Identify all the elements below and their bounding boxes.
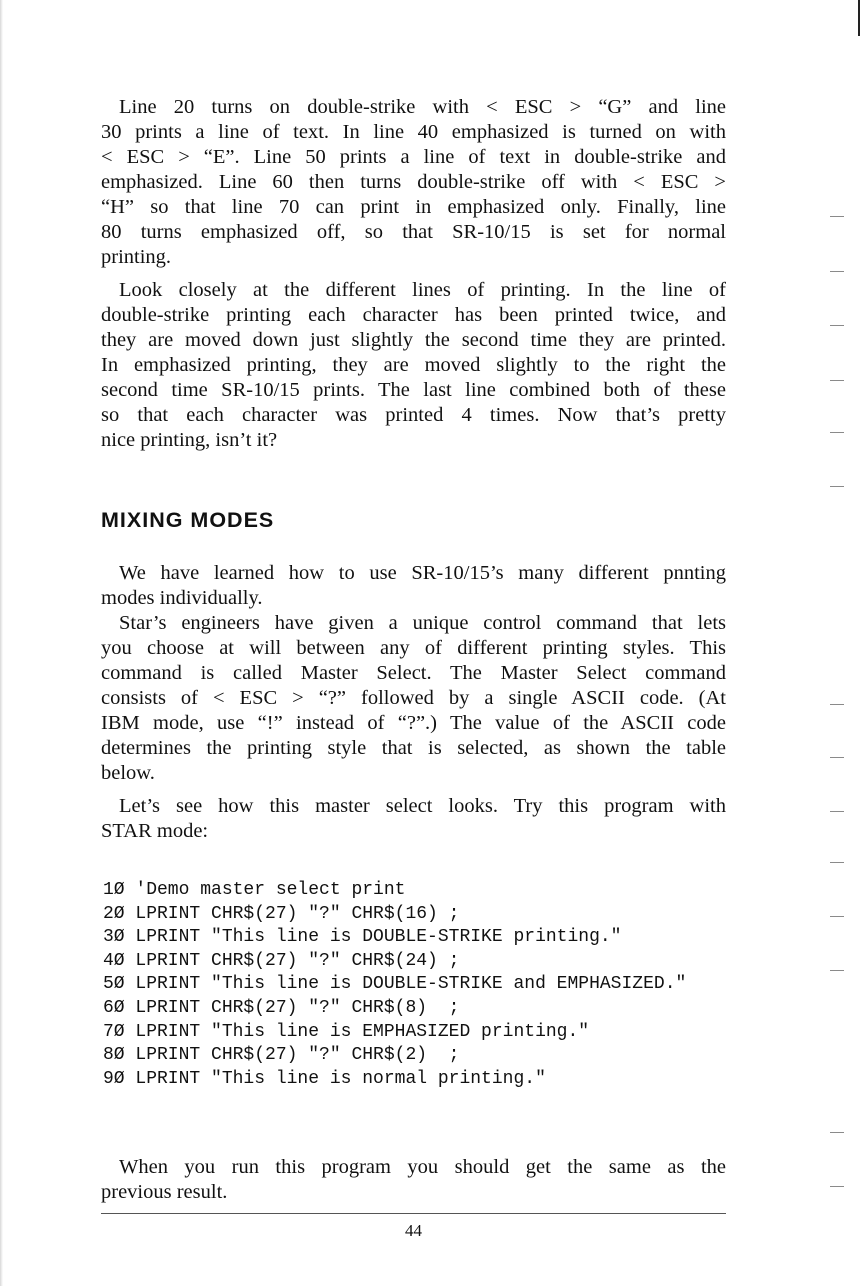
text-line: previous result. [101, 1181, 228, 1203]
section-heading: MIXING MODES [101, 508, 275, 532]
code-listing [103, 879, 686, 1091]
text-line: command is called Master Select. The Master Select command [101, 662, 726, 684]
page-number: 44 [405, 1221, 422, 1240]
text-line: determines the printing style that is selected, as shown the table [101, 737, 726, 759]
code-line: 9Ø LPRINT "This line is normal printing." [103, 1068, 546, 1089]
code-line: 7Ø LPRINT "This line is EMPHASIZED printing." [103, 1021, 590, 1042]
margin-mark [830, 325, 844, 326]
margin-mark [830, 1132, 844, 1133]
margin-mark [830, 271, 844, 272]
paragraph-try-program [101, 794, 726, 844]
text-line: Line 20 turns on double-strike with < ESC > “G” and line [119, 96, 726, 118]
paragraph-double-strike-explanation [101, 95, 726, 270]
paragraph-master-select [101, 611, 726, 786]
margin-mark [830, 811, 844, 812]
text-line: second time SR-10/15 prints. The last line combined both of these [101, 379, 726, 401]
text-line: IBM mode, use “!” instead of “?”.) The value of the ASCII code [101, 712, 726, 734]
margin-mark [830, 862, 844, 863]
text-line: Star’s engineers have given a unique control command that lets [119, 612, 726, 634]
margin-mark [830, 970, 844, 971]
code-line: 8Ø LPRINT CHR$(27) "?" CHR$(2) ; [103, 1045, 460, 1066]
text-line: they are moved down just slightly the second time they are printed. [101, 329, 726, 351]
text-line: We have learned how to use SR-10/15’s many different pnnting [119, 562, 726, 584]
footer-rule [101, 1213, 726, 1214]
text-line: Look closely at the different lines of printing. In the line of [119, 279, 726, 301]
text-line: Let’s see how this master select looks. Try this program with [119, 795, 726, 817]
code-line: 6Ø LPRINT CHR$(27) "?" CHR$(8) ; [103, 997, 460, 1018]
paragraph-run-program [101, 1155, 726, 1205]
text-line: “H” so that line 70 can print in emphasized only. Finally, line [101, 196, 726, 218]
text-line: modes individually. [101, 587, 263, 609]
text-line: In emphasized printing, they are moved slightly to the right the [101, 354, 726, 376]
text-line: printing. [101, 246, 172, 268]
margin-mark [830, 704, 844, 705]
text-line: double-strike printing each character has been printed twice, and [101, 304, 726, 326]
code-line: 4Ø LPRINT CHR$(27) "?" CHR$(24) ; [103, 950, 460, 971]
page [101, 0, 726, 1286]
margin-mark [830, 916, 844, 917]
text-line: emphasized. Line 60 then turns double-strike off with < ESC > [101, 171, 726, 193]
paragraph-learned-modes [101, 561, 726, 611]
scan-left-edge [0, 0, 3, 1286]
text-line: < ESC > “E”. Line 50 prints a line of text in double-strike and [101, 146, 726, 168]
text-line: 80 turns emphasized off, so that SR-10/15 is set for normal [101, 221, 726, 243]
text-line: below. [101, 762, 155, 784]
paragraph-look-closely [101, 278, 726, 453]
margin-mark [830, 432, 844, 433]
margin-mark [830, 216, 844, 217]
text-line: you choose at will between any of different printing styles. This [101, 637, 726, 659]
text-line: nice printing, isn’t it? [101, 429, 278, 451]
text-line: When you run this program you should get the same as the [119, 1156, 726, 1178]
margin-mark [830, 1186, 844, 1187]
text-line: consists of < ESC > “?” followed by a single ASCII code. (At [101, 687, 726, 709]
margin-mark [830, 757, 844, 758]
code-line: 1Ø 'Demo master select print [103, 880, 406, 900]
code-line: 3Ø LPRINT "This line is DOUBLE-STRIKE printing." [103, 927, 622, 948]
text-line: so that each character was printed 4 times. Now that’s pretty [101, 404, 726, 426]
code-line: 2Ø LPRINT CHR$(27) "?" CHR$(16) ; [103, 903, 460, 924]
text-line: STAR mode: [101, 820, 209, 842]
text-line: 30 prints a line of text. In line 40 emphasized is turned on with [101, 121, 726, 143]
margin-mark [830, 486, 844, 487]
code-line: 5Ø LPRINT "This line is DOUBLE-STRIKE and EMPHASIZED." [103, 974, 687, 995]
margin-mark [830, 380, 844, 381]
